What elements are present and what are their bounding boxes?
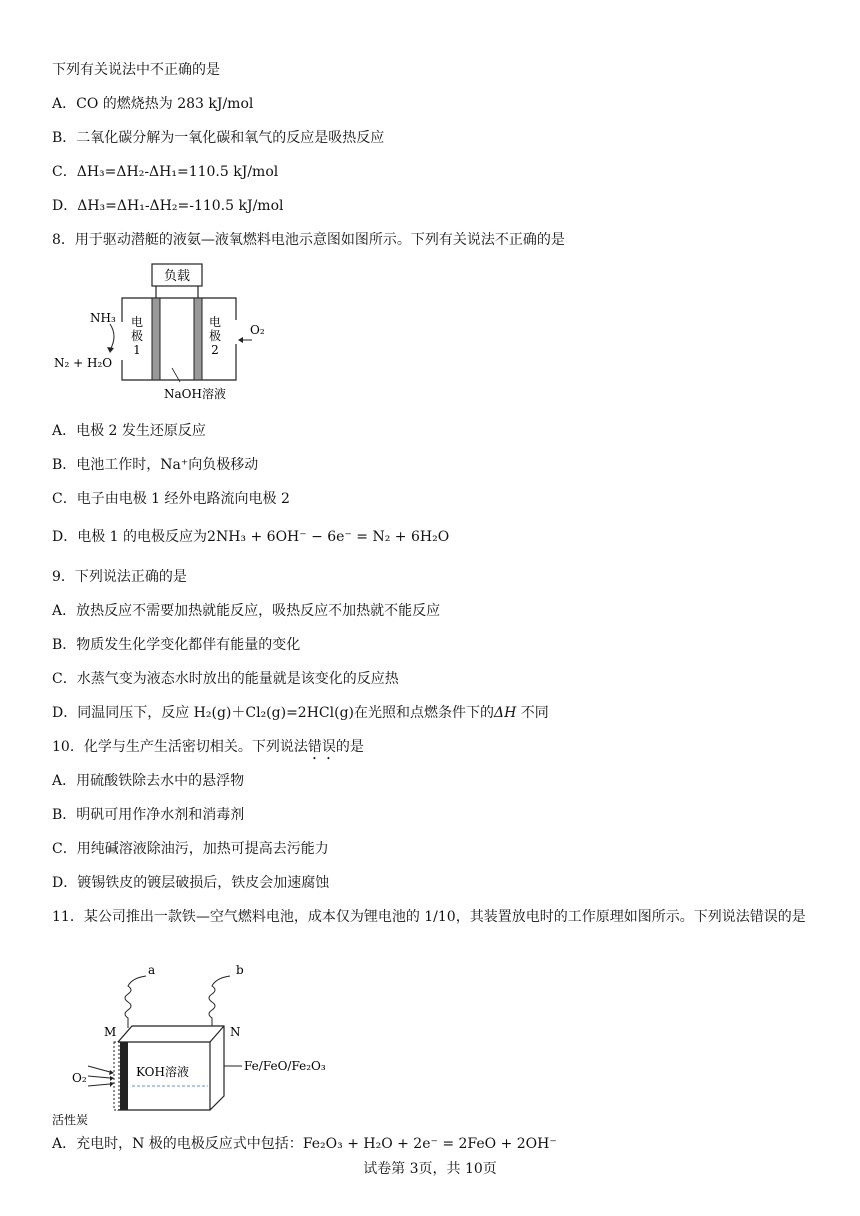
electrolyte-label: NaOH溶液 <box>164 387 226 401</box>
q7-option-c <box>52 162 278 182</box>
q8-option-c: C．电子由电极 1 经外电路流向电极 2 <box>52 491 290 507</box>
o2-label: O₂ <box>72 1071 87 1085</box>
electrode-2-char-1: 电 <box>208 315 222 329</box>
question-10-stem <box>52 737 364 763</box>
equation: Fe₂O₃ + H₂O + 2e⁻ = 2FeO + 2OH⁻ <box>302 1136 557 1152</box>
electrolyte-label: KOH溶液 <box>136 1065 189 1079</box>
q7-option-b: B．二氧化碳分解为一氧化碳和氧气的反应是吸热反应 <box>52 130 385 146</box>
q9-option-d <box>52 703 549 723</box>
q10-option-b: B．明矾可用作净水剂和消毒剂 <box>52 807 245 823</box>
q8-option-b: B．电池工作时，Na⁺向负极移动 <box>52 457 259 473</box>
option-text: D．同温同压下，反应 H₂(g)＋Cl₂(g)=2HCl(g)在光照和点燃条件下的 <box>52 705 494 721</box>
q9-option-c: C．水蒸气变为液态水时放出的能量就是该变化的反应热 <box>52 671 399 687</box>
electrode-2-char-3: 2 <box>211 343 219 357</box>
q9-option-b: B．物质发生化学变化都伴有能量的变化 <box>52 637 301 653</box>
activated-carbon-label: 活性炭 <box>52 1113 89 1127</box>
option-label: D． <box>52 198 78 214</box>
electrode-2-char-2: 极 <box>208 329 222 343</box>
products-label: N₂ + H₂O <box>54 356 113 370</box>
load-label: 负载 <box>163 269 191 284</box>
activated-carbon-electrode <box>120 1042 128 1110</box>
question-9-stem: 9．下列说法正确的是 <box>52 569 187 585</box>
q9-option-a: A．放热反应不需要加热就能反应，吸热反应不加热就不能反应 <box>52 603 441 619</box>
question-7-stem: 下列有关说法中不正确的是 <box>52 62 220 78</box>
q7-option-d <box>52 196 283 216</box>
delta-h-symbol: ΔH <box>494 705 517 721</box>
electrode-1-plate <box>152 298 160 380</box>
electrode-2-plate <box>194 298 202 380</box>
page-footer: 试卷第 3页，共 10页 <box>363 1161 497 1177</box>
nh3-label: NH₃ <box>90 311 116 325</box>
option-text-end: 不同 <box>520 705 549 721</box>
option-text: D．电极 1 的电极反应为 <box>52 529 208 545</box>
option-text: ΔH₃=ΔH₁-ΔH₂=-110.5 kJ/mol <box>77 198 284 214</box>
q10-option-c: C．用纯碱溶液除油污，加热可提高去污能力 <box>52 841 329 857</box>
q10-option-d: D．镀锡铁皮的镀层破损后，铁皮会加速腐蚀 <box>52 875 330 891</box>
anode-material-label: Fe/FeO/Fe₂O₃ <box>244 1059 326 1073</box>
q10-option-a: A．用硫酸铁除去水中的悬浮物 <box>52 773 245 789</box>
electrode-1-char-3: 1 <box>133 343 141 357</box>
equation: 2NH₃ + 6OH⁻ − 6e⁻ = N₂ + 6H₂O <box>207 529 450 545</box>
q11-option-a <box>52 1134 557 1154</box>
option-text: A．充电时，N 极的电极反应式中包括： <box>52 1136 303 1152</box>
wire-b <box>209 976 230 1028</box>
electrode-1-char-1: 电 <box>130 315 144 329</box>
emphasized-word: 错误 <box>307 739 336 755</box>
q8-option-d <box>52 527 449 547</box>
q8-option-a: A．电极 2 发生还原反应 <box>52 423 206 439</box>
electrode-n-label: N <box>230 1025 241 1039</box>
electrode-m-label: M <box>104 1025 117 1039</box>
question-8-stem: 8．用于驱动潜艇的液氨—液氧燃料电池示意图如图所示。下列有关说法不正确的是 <box>52 232 565 248</box>
electrode-1-char-2: 极 <box>130 329 144 343</box>
option-label: C． <box>52 164 77 180</box>
question-11-stem: 11．某公司推出一款铁—空气燃料电池，成本仅为锂电池的 1/10，其装置放电时的工作原理如图所示。下列说法错误的是 <box>52 909 806 925</box>
wire-a <box>125 976 146 1028</box>
fuel-cell-diagram <box>52 260 272 405</box>
stem-text: 10．化学与生产生活密切相关。下列说法 <box>52 739 308 755</box>
q7-option-a: A．CO 的燃烧热为 283 kJ/mol <box>52 96 254 112</box>
stem-text-end: 的是 <box>335 739 364 755</box>
terminal-b-label: b <box>236 963 244 977</box>
iron-air-battery-diagram <box>52 962 352 1130</box>
terminal-a-label: a <box>148 963 156 977</box>
nh3-arrow <box>110 324 114 350</box>
o2-label: O₂ <box>250 323 265 337</box>
option-text: ΔH₃=ΔH₂-ΔH₁=110.5 kJ/mol <box>76 164 279 180</box>
